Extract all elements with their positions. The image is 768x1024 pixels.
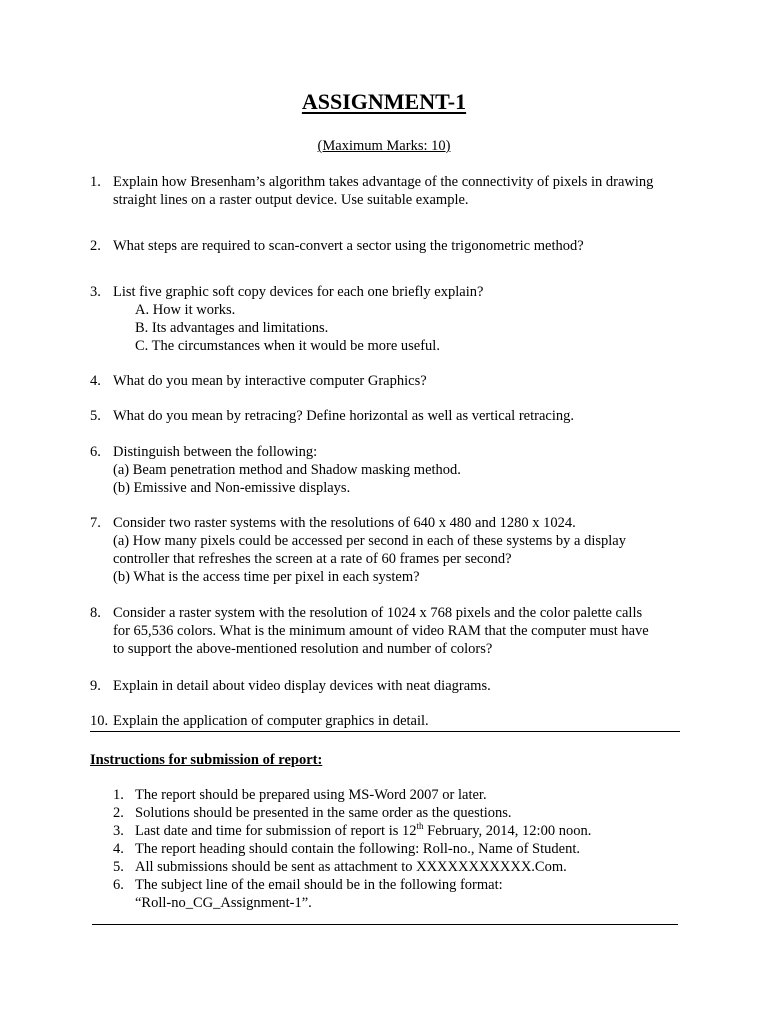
question-2 (90, 237, 680, 255)
question-text: for 65,536 colors. What is the minimum amount of video RAM that the computer must have (113, 623, 649, 639)
instruction-number: 4. (113, 841, 124, 857)
question-5 (90, 407, 680, 425)
question-text: What steps are required to scan-convert a sector using the trigonometric method? (113, 238, 584, 254)
instruction-number: 3. (113, 823, 124, 839)
question-number: 2. (90, 238, 101, 254)
question-3 (90, 283, 680, 355)
instruction-number: 6. (113, 877, 124, 893)
instruction-1 (113, 786, 673, 804)
question-number: 9. (90, 678, 101, 694)
instruction-5 (113, 858, 673, 876)
question-text: straight lines on a raster output device. Use suitable example. (113, 192, 469, 208)
instruction-text: All submissions should be sent as attachment to XXXXXXXXXXX.Com. (135, 859, 567, 875)
instruction-number: 1. (113, 787, 124, 803)
question-6 (90, 443, 680, 497)
instruction-number: 2. (113, 805, 124, 821)
question-number: 10. (90, 713, 109, 729)
question-text: (a) How many pixels could be accessed per second in each of these systems by a display (113, 533, 626, 549)
instruction-4 (113, 840, 673, 858)
question-text: List five graphic soft copy devices for each one briefly explain? (113, 284, 484, 300)
question-text: to support the above-mentioned resolution and number of colors? (113, 641, 493, 657)
question-number: 1. (90, 174, 101, 190)
sub-item: B. Its advantages and limitations. (135, 320, 329, 336)
sub-item: C. The circumstances when it would be more useful. (135, 338, 440, 354)
instruction-text-part: February, 2014, 12:00 noon. (423, 823, 592, 839)
instruction-text (135, 822, 673, 840)
question-number: 7. (90, 515, 101, 531)
assignment-title: ASSIGNMENT-1 (301, 89, 467, 114)
question-text: controller that refreshes the screen at a rate of 60 frames per second? (113, 551, 512, 567)
question-1 (90, 173, 680, 209)
question-9 (90, 677, 680, 695)
question-number: 6. (90, 444, 101, 460)
maximum-marks: (Maximum Marks: 10) (317, 138, 451, 154)
question-number: 5. (90, 408, 101, 424)
question-4 (90, 372, 680, 390)
instruction-text: “Roll-no_CG_Assignment-1”. (135, 895, 312, 911)
instruction-text-part: Last date and time for submission of report is 12 (135, 823, 417, 839)
instruction-3 (113, 822, 673, 840)
instruction-6 (113, 876, 673, 912)
ordinal-suffix: th (416, 821, 424, 831)
question-number: 4. (90, 373, 101, 389)
instruction-text: The report heading should contain the following: Roll-no., Name of Student. (135, 841, 580, 857)
question-10 (90, 712, 680, 730)
bottom-divider-line (92, 924, 678, 925)
question-8 (90, 604, 680, 658)
instruction-2 (113, 804, 673, 822)
instruction-text: The subject line of the email should be in the following format: (135, 877, 503, 893)
question-number: 8. (90, 605, 101, 621)
instruction-text: Solutions should be presented in the same order as the questions. (135, 805, 512, 821)
question-text: Distinguish between the following: (113, 444, 318, 460)
divider-line (90, 731, 680, 732)
question-text: Consider a raster system with the resolution of 1024 x 768 pixels and the color palette calls (113, 605, 643, 621)
instructions-heading: Instructions for submission of report: (90, 752, 323, 768)
question-number: 3. (90, 284, 101, 300)
instruction-number: 5. (113, 859, 124, 875)
question-text: Explain how Bresenham’s algorithm takes advantage of the connectivity of pixels in drawing (113, 174, 654, 190)
question-text: (b) What is the access time per pixel in each system? (113, 569, 420, 585)
question-text: Explain the application of computer graphics in detail. (113, 713, 429, 729)
instruction-text: The report should be prepared using MS-Word 2007 or later. (135, 787, 487, 803)
question-text: What do you mean by retracing? Define horizontal as well as vertical retracing. (113, 408, 574, 424)
question-text: (b) Emissive and Non-emissive displays. (113, 480, 351, 496)
question-text: Explain in detail about video display devices with neat diagrams. (113, 678, 491, 694)
question-text: What do you mean by interactive computer Graphics? (113, 373, 427, 389)
question-text: (a) Beam penetration method and Shadow masking method. (113, 462, 461, 478)
question-text: Consider two raster systems with the resolutions of 640 x 480 and 1280 x 1024. (113, 515, 576, 531)
sub-item: A. How it works. (135, 302, 236, 318)
question-7 (90, 514, 680, 586)
